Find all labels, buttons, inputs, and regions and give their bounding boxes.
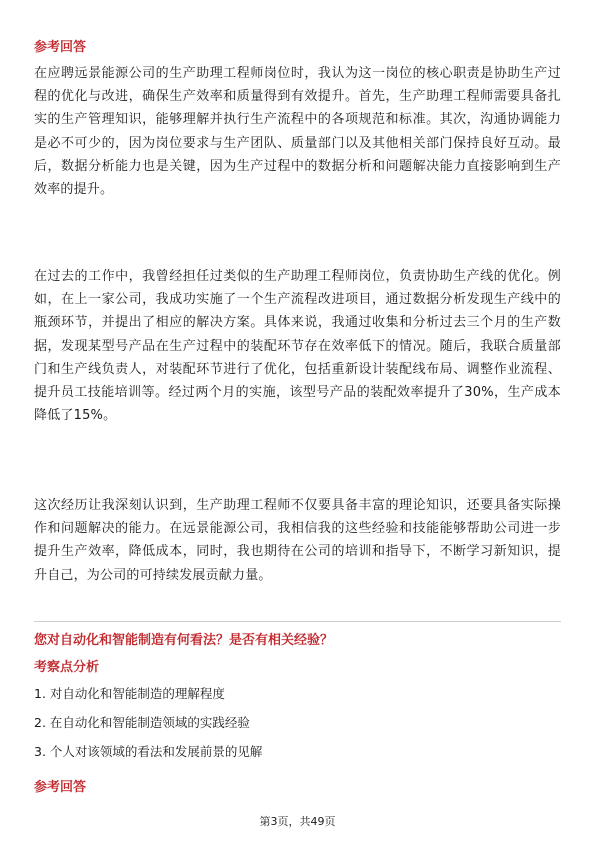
answer-paragraph-1: 在应聘远景能源公司的生产助理工程师岗位时，我认为这一岗位的核心职责是协助生产过程的优化与改进，确保生产效率和质量得到有效提升。首先，生产助理工程师需要具备扎实的生产管理知识，能够理解并执行生产流程中的各项规范和标准。其次，沟通协调能力是必不可少的，因为岗位要求与生产团队、质量部门以及其他相关部门保持良好互动。最后，数据分析能力也是关键，因为生产过程中的数据分析和问题解决能力直接影响到生产效率的提升。 bbox=[34, 66, 561, 198]
analysis-point-3: 3. 个人对该领域的看法和发展前景的见解 bbox=[34, 744, 263, 759]
section-divider bbox=[34, 621, 561, 622]
analysis-point-2: 2. 在自动化和智能制造领域的实践经验 bbox=[34, 715, 250, 730]
answer-heading-2: 参考回答 bbox=[34, 780, 87, 795]
analysis-point-1: 1. 对自动化和智能制造的理解程度 bbox=[34, 686, 225, 701]
answer-paragraph-2: 在过去的工作中，我曾经担任过类似的生产助理工程师岗位，负责协助生产线的优化。例如，在上一家公司，我成功实施了一个生产流程改进项目，通过数据分析发现生产线中的瓶颈环节，并提出了相应的解决方案。具体来说，我通过收集和分析过去三个月的生产数据，发现某型号产品在生产过程中的装配环节存在效率低下的情况。随后，我联合质量部门和生产线负责人，对装配环节进行了优化，包括重新设计装配线布局、调整作业流程、提升员工技能培训等。经过两个月的实施，该型号产品的装配效率提升了30%，生产成本降低了15%。 bbox=[34, 269, 561, 424]
page-footer: 第3页，共49页 bbox=[259, 815, 336, 828]
answer-paragraph-3: 这次经历让我深刻认识到，生产助理工程师不仅要具备丰富的理论知识，还要具备实际操作和问题解决的能力。在远景能源公司，我相信我的这些经验和技能能够帮助公司进一步提升生产效率，降低成本，同时，我也期待在公司的培训和指导下，不断学习新知识，提升自己，为公司的可持续发展贡献力量。 bbox=[34, 498, 561, 583]
analysis-heading: 考察点分析 bbox=[34, 660, 100, 675]
answer-heading: 参考回答 bbox=[34, 40, 87, 55]
question-heading: 您对自动化和智能制造有何看法？是否有相关经验？ bbox=[34, 633, 334, 648]
